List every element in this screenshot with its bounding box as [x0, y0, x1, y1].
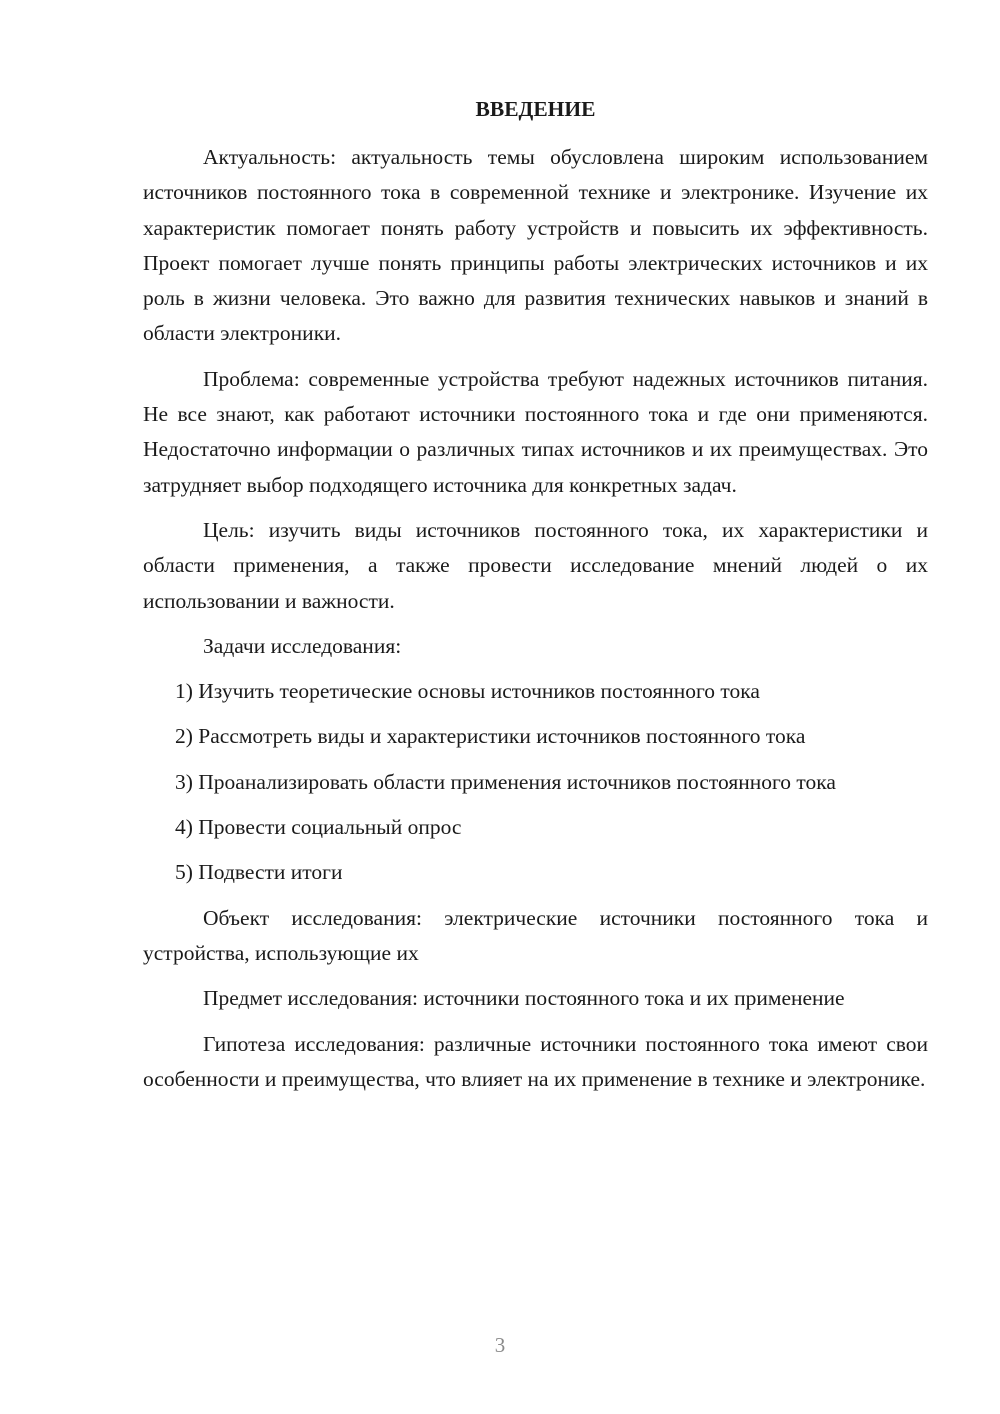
task-item-2: 2) Рассмотреть виды и характеристики источников постоянного тока [175, 724, 806, 749]
section-title: ВВЕДЕНИЕ [475, 97, 596, 121]
relevance-paragraph: Актуальность: актуальность темы обусловлена широким использованием источников постоянного тока в современной технике и электронике. Изучение их характеристик помогает понять работу устройств и повысить их эффективность. Проект помогает лучше понять принципы работы электрических источников и их роль в жизни человека. Это важно для развития технических навыков и знаний в области электроники. [143, 145, 928, 346]
problem-paragraph: Проблема: современные устройства требуют надежных источников питания. Не все знают, как работают источники постоянного тока и где они применяются. Недостаточно информации о различных типах источников и их преимуществах. Это затрудняет выбор подходящего источника для конкретных задач. [143, 366, 928, 497]
object-paragraph: Объект исследования: электрические источники постоянного тока и устройства, использующие их [143, 905, 928, 965]
tasks-heading: Задачи исследования: [203, 633, 402, 658]
task-item-5: 5) Подвести итоги [175, 860, 343, 885]
page-number: 3 [494, 1333, 506, 1357]
hypothesis-paragraph: Гипотеза исследования: различные источники постоянного тока имеют свои особенности и преимущества, что влияет на их применение в технике и электронике. [143, 1031, 928, 1091]
task-item-1: 1) Изучить теоретические основы источников постоянного тока [175, 679, 760, 704]
task-item-3: 3) Проанализировать области применения источников постоянного тока [175, 769, 836, 794]
goal-paragraph: Цель: изучить виды источников постоянного тока, их характеристики и области применения, а также провести исследование мнений людей о их использовании и важности. [143, 517, 928, 613]
task-item-4: 4) Провести социальный опрос [175, 815, 462, 840]
subject-paragraph: Предмет исследования: источники постоянного тока и их применение [203, 986, 845, 1011]
document-page [143, 92, 928, 1097]
